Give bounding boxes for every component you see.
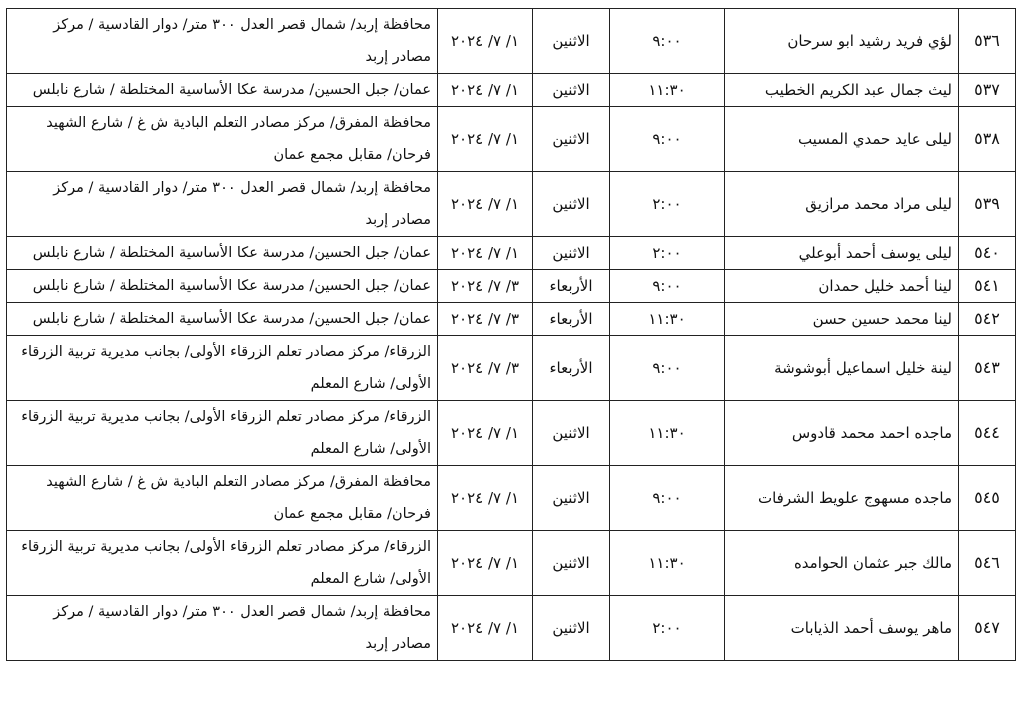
exam-time: ٢:٠٠ bbox=[610, 172, 725, 237]
table-row bbox=[7, 74, 1016, 107]
exam-day: الاثنين bbox=[533, 401, 610, 466]
exam-location: محافظة إربد/ شمال قصر العدل ٣٠٠ متر/ دوار القادسية / مركز مصادر إربد bbox=[7, 172, 438, 237]
person-name: ليث جمال عبد الكريم الخطيب bbox=[725, 74, 959, 107]
exam-date: ١/ ٧/ ٢٠٢٤ bbox=[438, 596, 533, 661]
person-name: لينا محمد حسين حسن bbox=[725, 303, 959, 336]
table-row bbox=[7, 401, 1016, 466]
person-name: ماجده مسهوج علويط الشرفات bbox=[725, 466, 959, 531]
table-row bbox=[7, 336, 1016, 401]
exam-day: الاثنين bbox=[533, 466, 610, 531]
exam-day: الاثنين bbox=[533, 172, 610, 237]
exam-location: الزرقاء/ مركز مصادر تعلم الزرقاء الأولى/ بجانب مديرية تربية الزرقاء الأولى/ شارع المعلم bbox=[7, 336, 438, 401]
exam-day: الاثنين bbox=[533, 531, 610, 596]
row-number: ٥٣٧ bbox=[959, 74, 1016, 107]
exam-day: الاثنين bbox=[533, 107, 610, 172]
table-row bbox=[7, 596, 1016, 661]
row-number: ٥٣٨ bbox=[959, 107, 1016, 172]
exam-time: ٩:٠٠ bbox=[610, 466, 725, 531]
exam-location: محافظة المفرق/ مركز مصادر التعلم البادية ش غ / شارع الشهيد فرحان/ مقابل مجمع عمان bbox=[7, 466, 438, 531]
person-name: لينا أحمد خليل حمدان bbox=[725, 270, 959, 303]
row-number: ٥٤٦ bbox=[959, 531, 1016, 596]
row-number: ٥٤٥ bbox=[959, 466, 1016, 531]
exam-day: الأربعاء bbox=[533, 270, 610, 303]
person-name: ليلى مراد محمد مرازيق bbox=[725, 172, 959, 237]
table-row bbox=[7, 466, 1016, 531]
exam-date: ١/ ٧/ ٢٠٢٤ bbox=[438, 466, 533, 531]
exam-time: ١١:٣٠ bbox=[610, 531, 725, 596]
exam-location: الزرقاء/ مركز مصادر تعلم الزرقاء الأولى/ بجانب مديرية تربية الزرقاء الأولى/ شارع المعلم bbox=[7, 401, 438, 466]
exam-time: ٩:٠٠ bbox=[610, 336, 725, 401]
exam-location: الزرقاء/ مركز مصادر تعلم الزرقاء الأولى/ بجانب مديرية تربية الزرقاء الأولى/ شارع المعلم bbox=[7, 531, 438, 596]
exam-date: ١/ ٧/ ٢٠٢٤ bbox=[438, 237, 533, 270]
row-number: ٥٣٩ bbox=[959, 172, 1016, 237]
exam-time: ٩:٠٠ bbox=[610, 107, 725, 172]
schedule-table bbox=[6, 8, 1016, 661]
exam-location: عمان/ جبل الحسين/ مدرسة عكا الأساسية المختلطة / شارع نابلس bbox=[7, 303, 438, 336]
exam-date: ١/ ٧/ ٢٠٢٤ bbox=[438, 107, 533, 172]
person-name: ماهر يوسف أحمد الذيابات bbox=[725, 596, 959, 661]
exam-time: ١١:٣٠ bbox=[610, 303, 725, 336]
exam-time: ٩:٠٠ bbox=[610, 9, 725, 74]
exam-day: الاثنين bbox=[533, 237, 610, 270]
table-row bbox=[7, 172, 1016, 237]
person-name: ليلى عايد حمدي المسيب bbox=[725, 107, 959, 172]
table-row bbox=[7, 9, 1016, 74]
exam-time: ٢:٠٠ bbox=[610, 237, 725, 270]
exam-time: ١١:٣٠ bbox=[610, 74, 725, 107]
exam-day: الأربعاء bbox=[533, 336, 610, 401]
exam-date: ٣/ ٧/ ٢٠٢٤ bbox=[438, 303, 533, 336]
person-name: مالك جبر عثمان الحوامده bbox=[725, 531, 959, 596]
table-row bbox=[7, 303, 1016, 336]
exam-time: ١١:٣٠ bbox=[610, 401, 725, 466]
exam-date: ٣/ ٧/ ٢٠٢٤ bbox=[438, 336, 533, 401]
exam-location: محافظة إربد/ شمال قصر العدل ٣٠٠ متر/ دوار القادسية / مركز مصادر إربد bbox=[7, 9, 438, 74]
row-number: ٥٤٣ bbox=[959, 336, 1016, 401]
exam-location: عمان/ جبل الحسين/ مدرسة عكا الأساسية المختلطة / شارع نابلس bbox=[7, 237, 438, 270]
exam-location: محافظة المفرق/ مركز مصادر التعلم البادية ش غ / شارع الشهيد فرحان/ مقابل مجمع عمان bbox=[7, 107, 438, 172]
row-number: ٥٤٤ bbox=[959, 401, 1016, 466]
row-number: ٥٤٠ bbox=[959, 237, 1016, 270]
exam-date: ١/ ٧/ ٢٠٢٤ bbox=[438, 401, 533, 466]
exam-day: الاثنين bbox=[533, 9, 610, 74]
exam-date: ١/ ٧/ ٢٠٢٤ bbox=[438, 9, 533, 74]
person-name: ليلى يوسف أحمد أبوعلي bbox=[725, 237, 959, 270]
table-row bbox=[7, 531, 1016, 596]
table-row bbox=[7, 107, 1016, 172]
table-row bbox=[7, 270, 1016, 303]
exam-date: ١/ ٧/ ٢٠٢٤ bbox=[438, 74, 533, 107]
exam-date: ١/ ٧/ ٢٠٢٤ bbox=[438, 172, 533, 237]
exam-location: عمان/ جبل الحسين/ مدرسة عكا الأساسية المختلطة / شارع نابلس bbox=[7, 270, 438, 303]
exam-date: ١/ ٧/ ٢٠٢٤ bbox=[438, 531, 533, 596]
row-number: ٥٤١ bbox=[959, 270, 1016, 303]
exam-location: محافظة إربد/ شمال قصر العدل ٣٠٠ متر/ دوار القادسية / مركز مصادر إربد bbox=[7, 596, 438, 661]
row-number: ٥٤٢ bbox=[959, 303, 1016, 336]
exam-time: ٩:٠٠ bbox=[610, 270, 725, 303]
exam-day: الأربعاء bbox=[533, 303, 610, 336]
table-row bbox=[7, 237, 1016, 270]
row-number: ٥٣٦ bbox=[959, 9, 1016, 74]
person-name: لؤي فريد رشيد ابو سرحان bbox=[725, 9, 959, 74]
exam-location: عمان/ جبل الحسين/ مدرسة عكا الأساسية المختلطة / شارع نابلس bbox=[7, 74, 438, 107]
exam-time: ٢:٠٠ bbox=[610, 596, 725, 661]
exam-day: الاثنين bbox=[533, 74, 610, 107]
row-number: ٥٤٧ bbox=[959, 596, 1016, 661]
exam-date: ٣/ ٧/ ٢٠٢٤ bbox=[438, 270, 533, 303]
person-name: لينة خليل اسماعيل أبوشوشة bbox=[725, 336, 959, 401]
person-name: ماجده احمد محمد قادوس bbox=[725, 401, 959, 466]
exam-day: الاثنين bbox=[533, 596, 610, 661]
